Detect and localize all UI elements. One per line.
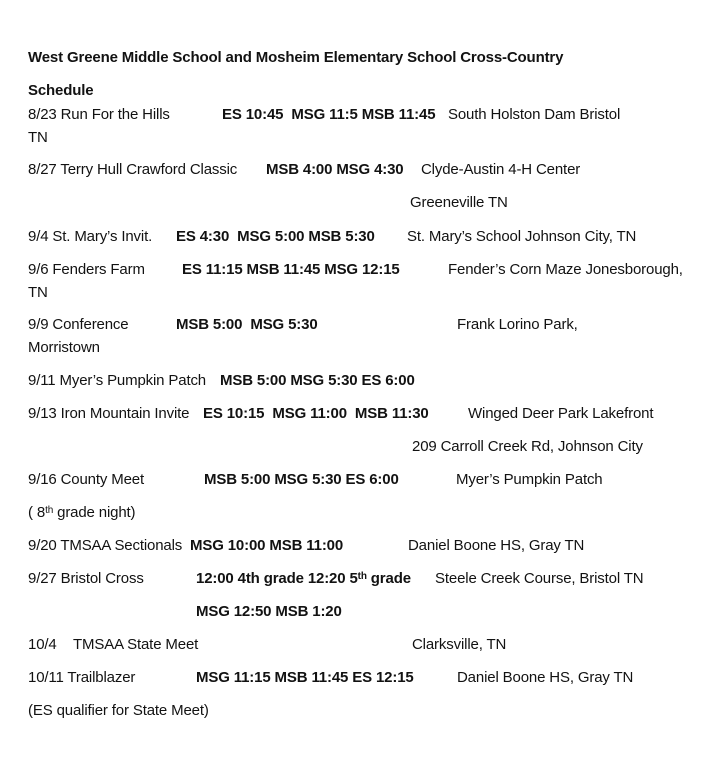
text-segment	[28, 536, 182, 556]
text-segment	[222, 105, 435, 125]
schedule-line	[0, 193, 717, 213]
text-segment	[28, 227, 152, 247]
schedule-line	[0, 635, 717, 655]
document-title-line	[0, 48, 717, 68]
text-run: Greeneville TN	[410, 194, 508, 211]
schedule-line	[0, 503, 717, 523]
text-segment	[28, 338, 100, 358]
text-run: Daniel Boone HS, Gray TN	[408, 537, 585, 554]
text-run: 9/13 Iron Mountain Invite	[28, 405, 190, 422]
text-segment	[435, 569, 644, 589]
text-segment	[196, 569, 411, 591]
text-run: Clarksville, TN	[412, 636, 507, 653]
text-run: 9/20 TMSAA Sectionals	[28, 537, 183, 554]
schedule-line	[0, 437, 717, 457]
text-run: MSB 5:00 MSG 5:30 ES 6:00	[204, 471, 399, 488]
text-run: MSB 5:00 MSG 5:30 ES 6:00	[220, 372, 415, 389]
schedule-line	[0, 470, 717, 490]
text-segment	[28, 371, 206, 391]
schedule-line	[0, 371, 717, 391]
text-segment	[410, 193, 508, 213]
text-segment	[28, 283, 48, 303]
text-segment	[456, 470, 603, 490]
text-segment	[28, 128, 48, 148]
text-run: 8/27 Terry Hull Crawford Classic	[28, 161, 238, 178]
schedule-line	[0, 105, 717, 125]
superscript-text-run: th	[357, 570, 367, 582]
schedule-line	[0, 602, 717, 622]
schedule-line	[0, 128, 717, 148]
text-run: (ES qualifier for State Meet)	[28, 702, 209, 719]
text-run: 209 Carroll Creek Rd, Johnson City	[412, 438, 643, 455]
text-segment	[73, 635, 198, 655]
text-segment	[457, 315, 578, 335]
text-segment	[266, 160, 404, 180]
text-segment	[468, 404, 653, 424]
text-segment	[182, 260, 400, 280]
text-segment	[28, 81, 94, 101]
text-run: MSB 5:00 MSG 5:30	[176, 316, 318, 333]
schedule-line	[0, 315, 717, 335]
schedule-line	[0, 227, 717, 247]
text-run: South Holston Dam Bristol	[448, 106, 621, 123]
text-segment	[220, 371, 415, 391]
schedule-line	[0, 260, 717, 280]
text-segment	[421, 160, 580, 180]
text-segment	[28, 315, 128, 335]
text-segment	[28, 503, 135, 525]
text-run: 9/6 Fenders Farm	[28, 261, 145, 278]
text-segment	[407, 227, 636, 247]
text-run: MSG 11:15 MSB 11:45 ES 12:15	[196, 669, 414, 686]
schedule-line	[0, 283, 717, 303]
text-run: Myer’s Pumpkin Patch	[456, 471, 603, 488]
text-run: MSB 4:00 MSG 4:30	[266, 161, 404, 178]
text-run: 10/11 Trailblazer	[28, 669, 136, 686]
text-run: MSG 12:50 MSB 1:20	[196, 603, 342, 620]
text-segment	[28, 260, 145, 280]
text-run: 9/9 Conference	[28, 316, 129, 333]
text-segment	[28, 160, 237, 180]
text-segment	[28, 404, 189, 424]
schedule-line	[0, 668, 717, 688]
text-run: TN	[28, 284, 48, 301]
text-run: TMSAA State Meet	[73, 636, 199, 653]
document-title-line	[0, 81, 717, 101]
text-run: 9/27 Bristol Cross	[28, 570, 144, 587]
text-run: 9/4 St. Mary’s Invit.	[28, 228, 153, 245]
text-segment	[28, 668, 135, 688]
text-run: MSG 10:00 MSB 11:00	[190, 537, 344, 554]
text-segment	[196, 668, 414, 688]
text-segment	[203, 404, 429, 424]
text-run: Daniel Boone HS, Gray TN	[457, 669, 634, 686]
text-run: Steele Creek Course, Bristol TN	[435, 570, 644, 587]
schedule-line	[0, 536, 717, 556]
text-segment	[176, 227, 375, 247]
text-run: Winged Deer Park Lakefront	[468, 405, 654, 422]
text-segment	[204, 470, 399, 490]
superscript-text-run: th	[45, 504, 54, 516]
text-run: ES 4:30 MSG 5:00 MSB 5:30	[176, 228, 375, 245]
text-segment	[408, 536, 584, 556]
text-segment	[28, 105, 170, 125]
text-segment	[28, 569, 144, 589]
text-segment	[448, 260, 683, 280]
schedule-line	[0, 404, 717, 424]
schedule-line	[0, 160, 717, 180]
text-run: ES 10:15 MSG 11:00 MSB 11:30	[203, 405, 429, 422]
text-segment	[28, 470, 144, 490]
text-run: 9/16 County Meet	[28, 471, 145, 488]
text-run: Fender’s Corn Maze Jonesborough,	[448, 261, 683, 278]
text-run: Clyde-Austin 4-H Center	[421, 161, 581, 178]
text-segment	[196, 602, 342, 622]
text-segment	[457, 668, 633, 688]
text-segment	[412, 635, 506, 655]
text-segment	[448, 105, 620, 125]
text-segment	[28, 701, 209, 721]
text-run: 10/4	[28, 636, 57, 653]
text-segment	[176, 315, 318, 335]
text-run: ES 10:45 MSG 11:5 MSB 11:45	[222, 106, 436, 123]
schedule-line	[0, 569, 717, 589]
text-run: grade	[366, 570, 411, 587]
text-run: Schedule	[28, 82, 94, 99]
text-run: TN	[28, 129, 48, 146]
text-run: ES 11:15 MSB 11:45 MSG 12:15	[182, 261, 400, 278]
text-segment	[28, 48, 563, 68]
schedule-line	[0, 338, 717, 358]
text-run: Frank Lorino Park,	[457, 316, 578, 333]
text-segment	[190, 536, 343, 556]
text-run: 8/23 Run For the Hills	[28, 106, 170, 123]
text-segment	[412, 437, 643, 457]
text-run: ( 8	[28, 504, 46, 521]
text-run: Morristown	[28, 339, 100, 356]
schedule-line	[0, 701, 717, 721]
text-run: West Greene Middle School and Mosheim Elementary School Cross-Country	[28, 49, 564, 66]
text-run: St. Mary’s School Johnson City, TN	[407, 228, 637, 245]
text-run: 9/11 Myer’s Pumpkin Patch	[28, 372, 207, 389]
text-segment	[28, 635, 57, 655]
text-run: 12:00 4th grade 12:20 5	[196, 570, 358, 587]
text-run: grade night)	[53, 504, 136, 521]
